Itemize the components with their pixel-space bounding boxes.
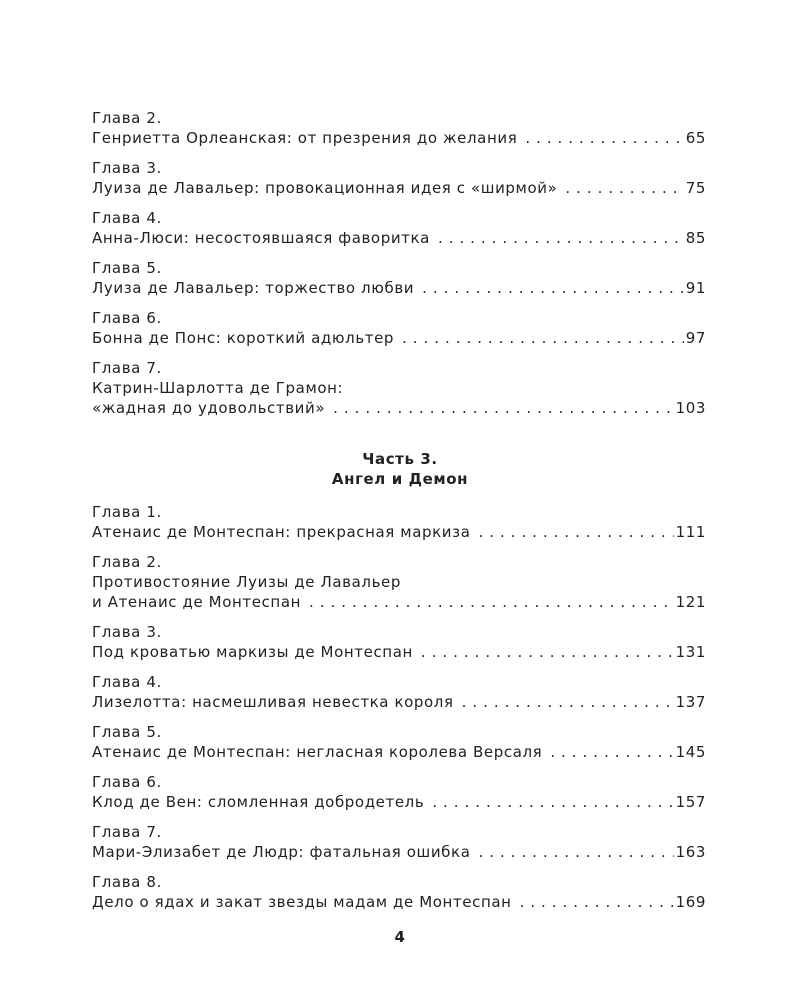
page-ref: 85 xyxy=(685,229,706,247)
part-label: Часть 3. xyxy=(362,450,438,468)
chapter-title-row xyxy=(92,178,706,198)
page-ref: 169 xyxy=(675,893,706,911)
chapter-title-row xyxy=(92,842,706,862)
toc-entry[interactable] xyxy=(92,822,706,862)
chapter-title: Анна-Люси: несостоявшаяся фаворитка xyxy=(92,229,430,247)
page-ref: 131 xyxy=(675,643,706,661)
page-ref: 91 xyxy=(685,279,706,297)
chapter-title: Мари-Элизабет де Людр: фатальная ошибка xyxy=(92,843,471,861)
chapter-title: Луиза де Лавальер: провокационная идея с «ширмой» xyxy=(92,179,558,197)
toc-entry[interactable] xyxy=(92,108,706,148)
chapter-title-line: Катрин-Шарлотта де Грамон: xyxy=(92,379,344,397)
chapter-title: Дело о ядах и закат звезды мадам де Монтеспан xyxy=(92,893,512,911)
chapter-title-row xyxy=(92,522,706,542)
chapter-title-row xyxy=(92,692,706,712)
dot-leader xyxy=(333,398,673,418)
chapter-title-row xyxy=(92,592,706,612)
chapter-label: Глава 6. xyxy=(92,773,162,791)
chapter-label: Глава 4. xyxy=(92,209,162,227)
chapter-title-row xyxy=(92,642,706,662)
chapter-label: Глава 7. xyxy=(92,823,162,841)
page-ref: 137 xyxy=(675,693,706,711)
dot-leader xyxy=(438,228,684,248)
toc-section-before xyxy=(92,108,706,428)
chapter-label: Глава 3. xyxy=(92,159,162,177)
dot-leader xyxy=(421,642,674,662)
chapter-label: Глава 5. xyxy=(92,259,162,277)
part-heading xyxy=(0,449,800,489)
page-ref: 65 xyxy=(685,129,706,147)
toc-entry[interactable] xyxy=(92,208,706,248)
chapter-label: Глава 5. xyxy=(92,723,162,741)
chapter-title-row xyxy=(92,128,706,148)
dot-leader xyxy=(520,892,674,912)
chapter-title-row xyxy=(92,228,706,248)
part-title: Ангел и Демон xyxy=(331,470,469,488)
chapter-label: Глава 7. xyxy=(92,359,162,377)
chapter-title: Клод де Вен: сломленная добродетель xyxy=(92,793,425,811)
chapter-title-row xyxy=(92,398,706,418)
chapter-title: «жадная до удовольствий» xyxy=(92,399,326,417)
dot-leader xyxy=(432,792,673,812)
chapter-title-line: Противостояние Луизы де Лавальер xyxy=(92,573,401,591)
chapter-title: Генриетта Орлеанская: от презрения до желания xyxy=(92,129,518,147)
dot-leader xyxy=(550,742,673,762)
toc-section-part-3 xyxy=(92,502,706,922)
chapter-title-row xyxy=(92,742,706,762)
dot-leader xyxy=(479,842,674,862)
toc-entry[interactable] xyxy=(92,872,706,912)
toc-entry[interactable] xyxy=(92,308,706,348)
page-ref: 121 xyxy=(675,593,706,611)
page-ref: 111 xyxy=(675,523,706,541)
toc-entry[interactable] xyxy=(92,722,706,762)
dot-leader xyxy=(402,328,684,348)
chapter-title: Атенаис де Монтеспан: прекрасная маркиза xyxy=(92,523,471,541)
dot-leader xyxy=(525,128,683,148)
toc-entry[interactable] xyxy=(92,258,706,298)
page-ref: 75 xyxy=(685,179,706,197)
toc-entry[interactable] xyxy=(92,358,706,418)
toc-entry[interactable] xyxy=(92,502,706,542)
chapter-title: Лизелотта: насмешливая невестка короля xyxy=(92,693,454,711)
chapter-label: Глава 3. xyxy=(92,623,162,641)
page-number: 4 xyxy=(394,928,406,946)
page-ref: 163 xyxy=(675,843,706,861)
chapter-title-row xyxy=(92,328,706,348)
dot-leader xyxy=(565,178,683,198)
chapter-label: Глава 6. xyxy=(92,309,162,327)
toc-entry[interactable] xyxy=(92,622,706,662)
chapter-title: Под кроватью маркизы де Монтеспан xyxy=(92,643,413,661)
chapter-label: Глава 2. xyxy=(92,109,162,127)
dot-leader xyxy=(479,522,674,542)
chapter-title: Атенаис де Монтеспан: негласная королева Версаля xyxy=(92,743,543,761)
chapter-label: Глава 1. xyxy=(92,503,162,521)
toc-entry[interactable] xyxy=(92,772,706,812)
page-ref: 157 xyxy=(675,793,706,811)
chapter-title-row xyxy=(92,792,706,812)
chapter-title-row xyxy=(92,278,706,298)
chapter-label: Глава 8. xyxy=(92,873,162,891)
chapter-title: Луиза де Лавальер: торжество любви xyxy=(92,279,415,297)
dot-leader xyxy=(309,592,674,612)
chapter-title-row xyxy=(92,892,706,912)
chapter-label: Глава 4. xyxy=(92,673,162,691)
toc-entry[interactable] xyxy=(92,552,706,612)
page-ref: 97 xyxy=(685,329,706,347)
dot-leader xyxy=(422,278,684,298)
toc-entry[interactable] xyxy=(92,672,706,712)
chapter-label: Глава 2. xyxy=(92,553,162,571)
chapter-title: Бонна де Понс: короткий адюльтер xyxy=(92,329,395,347)
page-ref: 103 xyxy=(675,399,706,417)
chapter-title: и Атенаис де Монтеспан xyxy=(92,593,302,611)
page-ref: 145 xyxy=(675,743,706,761)
dot-leader xyxy=(462,692,674,712)
toc-entry[interactable] xyxy=(92,158,706,198)
